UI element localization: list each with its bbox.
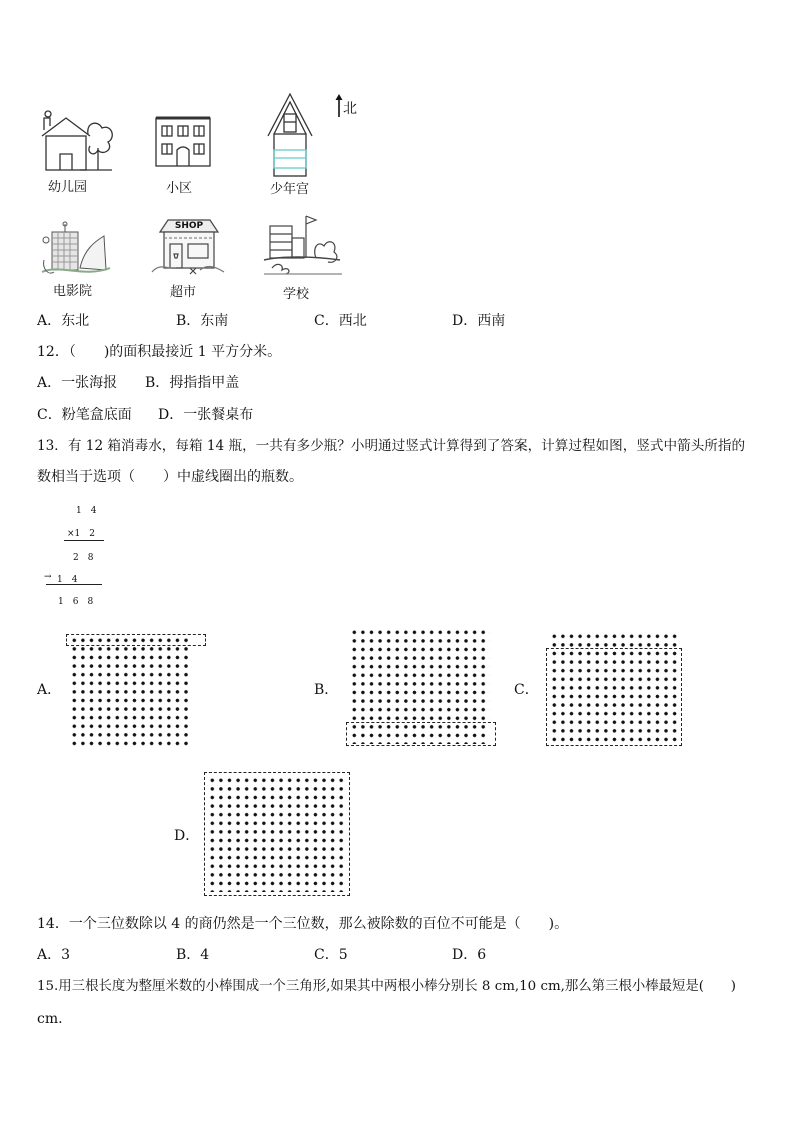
q12-option-c[interactable]: C．粉笔盒底面 <box>37 407 132 423</box>
place-label-kindergarten: 幼儿园 <box>48 180 88 195</box>
place-label-supermarket: 超市 <box>170 285 197 300</box>
calc-line-2 <box>46 584 102 585</box>
calc-row-4: 1 4 <box>57 575 78 585</box>
q14-option-d[interactable]: D．6 <box>452 947 487 963</box>
calc-line-1 <box>64 540 104 541</box>
q14-option-b[interactable]: B．4 <box>176 947 210 963</box>
q13-stem-line2: 数相当于选项（ ）中虚线圈出的瓶数。 <box>37 469 303 485</box>
q13-option-d-figure[interactable] <box>204 772 350 896</box>
q13-option-b-label[interactable]: B． <box>314 682 339 698</box>
q14-option-c[interactable]: C．5 <box>314 947 348 963</box>
q13-option-b-figure[interactable] <box>346 626 496 748</box>
q12-option-b[interactable]: B．拇指指甲盖 <box>145 375 240 391</box>
q13-option-a-figure[interactable] <box>66 634 206 748</box>
supermarket-icon <box>150 214 226 278</box>
q13-option-c-figure[interactable] <box>546 630 682 748</box>
dashed-outline <box>204 772 350 896</box>
vertical-calculation <box>40 500 110 610</box>
q13-stem-line1: 13．有 12 箱消毒水，每箱 14 瓶，一共有多少瓶？小明通过竖式计算得到了答案，计算过程如图，竖式中箭头所指的 <box>37 438 746 454</box>
dashed-outline <box>346 722 496 746</box>
q12-stem: 12．（ )的面积最接近 1 平方分米。 <box>37 344 282 360</box>
q13-option-a-label[interactable]: A． <box>37 682 62 698</box>
q13-option-d-label[interactable]: D． <box>174 828 200 844</box>
q12-option-a[interactable]: A．一张海报 <box>37 375 118 391</box>
dashed-outline <box>546 648 682 746</box>
q14-stem: 14．一个三位数除以 4 的商仍然是一个三位数，那么被除数的百位不可能是（ )。 <box>37 916 569 932</box>
calc-row-5: 1 6 8 <box>58 597 94 607</box>
kindergarten-icon <box>36 108 118 174</box>
q11-option-a[interactable]: A．东北 <box>37 313 90 329</box>
dashed-outline <box>66 634 206 646</box>
north-label: 北 <box>343 101 357 117</box>
q12-option-d[interactable]: D．一张餐桌布 <box>158 407 254 423</box>
place-label-youth-palace: 少年宫 <box>270 182 310 197</box>
calc-row-1: 1 4 <box>76 506 97 516</box>
cinema-icon <box>40 220 112 280</box>
q11-option-b[interactable]: B．东南 <box>176 313 229 329</box>
youth-palace-icon <box>266 92 314 178</box>
school-icon <box>262 212 344 280</box>
shop-sign: SHOP <box>174 221 204 231</box>
place-label-residential: 小区 <box>166 181 193 196</box>
q15-stem-line2: cm. <box>37 1011 63 1027</box>
place-label-cinema: 电影院 <box>53 284 93 299</box>
calc-row-2: ×1 2 <box>67 529 95 539</box>
calc-arrow-icon: → <box>44 572 52 582</box>
dot-grid <box>70 636 191 748</box>
place-label-school: 学校 <box>283 287 310 302</box>
residential-building-icon <box>154 112 212 168</box>
q13-option-c-label[interactable]: C． <box>514 682 539 698</box>
q14-option-a[interactable]: A．3 <box>37 947 71 963</box>
q11-option-c[interactable]: C．西北 <box>314 313 367 329</box>
q15-stem-line1: 15.用三根长度为整厘米数的小棒围成一个三角形,如果其中两根小棒分别长 8 cm,10 cm,那么第三根小棒最短是( ) <box>37 979 737 994</box>
calc-row-3: 2 8 <box>73 553 94 563</box>
q11-option-d[interactable]: D．西南 <box>452 313 506 329</box>
